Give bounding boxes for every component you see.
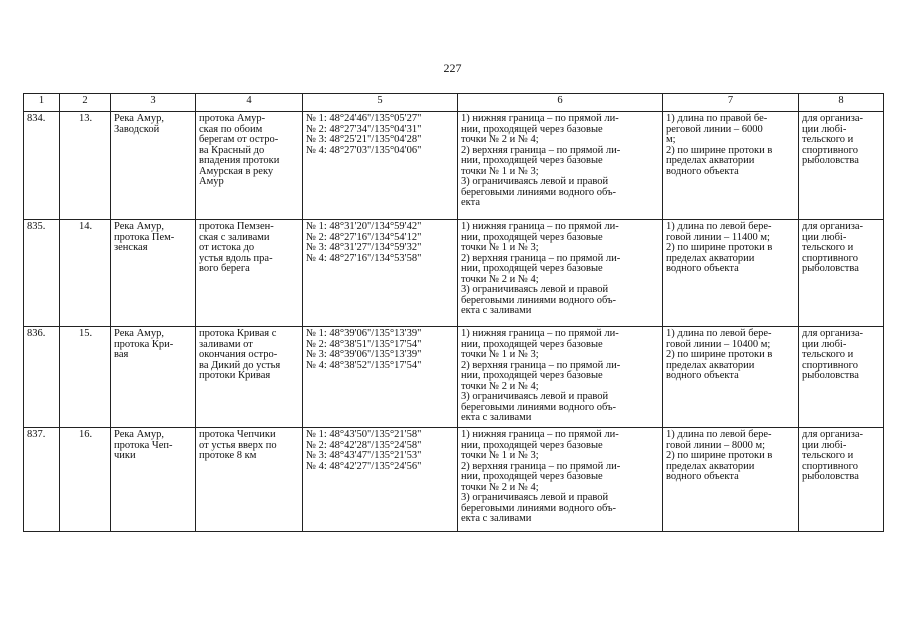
boundary-description: 1) нижняя граница – по прямой ли- нии, проходящей через базовые точки № 1 и № 3; 2) верхняя граница – по прямой ли- нии, проходящей через базовые точки № 2 и № 4; 3) ограничиваясь левой и правой береговыми линиями водного объ- екта с заливами bbox=[458, 220, 663, 327]
usage-purpose: для организа- ции любі- тельского и спортивного рыболовства bbox=[799, 327, 884, 428]
row-subnumber: 13. bbox=[60, 112, 111, 220]
water-body-name: Река Амур, протока Пем- зенская bbox=[111, 220, 196, 327]
area-description: протока Пемзен- ская с заливами от истока до устья вдоль пра- вого берега bbox=[196, 220, 303, 327]
usage-purpose: для организа- ции любі- тельского и спортивного рыболовства bbox=[799, 112, 884, 220]
area-extent: 1) длина по правой бе- реговой линии – 6000 м; 2) по ширине протоки в пределах акватории водного объекта bbox=[663, 112, 799, 220]
area-extent: 1) длина по левой бере- говой линии – 11400 м; 2) по ширине протоки в пределах акватории водного объекта bbox=[663, 220, 799, 327]
water-body-name: Река Амур, протока Кри- вая bbox=[111, 327, 196, 428]
base-point-coordinates: № 1: 48°43'50"/135°21'58" № 2: 48°42'28"/135°24'58" № 3: 48°43'47"/135°21'53" № 4: 48°42'27"/135°24'56" bbox=[303, 428, 458, 532]
column-header: 8 bbox=[799, 94, 884, 112]
base-point-coordinates: № 1: 48°31'20"/134°59'42" № 2: 48°27'16"/134°54'12" № 3: 48°31'27"/134°59'32" № 4: 48°27'16"/134°53'58" bbox=[303, 220, 458, 327]
usage-purpose: для организа- ции любі- тельского и спортивного рыболовства bbox=[799, 220, 884, 327]
row-number: 837. bbox=[24, 428, 60, 532]
base-point-coordinates: № 1: 48°39'06"/135°13'39" № 2: 48°38'51"/135°17'54" № 3: 48°39'06"/135°13'39" № 4: 48°38'52"/135°17'54" bbox=[303, 327, 458, 428]
row-number: 835. bbox=[24, 220, 60, 327]
area-extent: 1) длина по левой бере- говой линии – 10400 м; 2) по ширине протоки в пределах акватории водного объекта bbox=[663, 327, 799, 428]
column-header: 6 bbox=[458, 94, 663, 112]
table-row bbox=[24, 327, 884, 428]
boundary-description: 1) нижняя граница – по прямой ли- нии, проходящей через базовые точки № 2 и № 4; 2) верхняя граница – по прямой ли- нии, проходящей через базовые точки № 1 и № 3; 3) ограничиваясь левой и правой береговыми линиями водного объ- екта bbox=[458, 112, 663, 220]
table-row bbox=[24, 220, 884, 327]
usage-purpose: для организа- ции любі- тельского и спортивного рыболовства bbox=[799, 428, 884, 532]
table-row bbox=[24, 428, 884, 532]
column-header: 5 bbox=[303, 94, 458, 112]
column-header: 4 bbox=[196, 94, 303, 112]
row-subnumber: 15. bbox=[60, 327, 111, 428]
water-body-name: Река Амур, Заводской bbox=[111, 112, 196, 220]
base-point-coordinates: № 1: 48°24'46"/135°05'27" № 2: 48°27'34"/135°04'31" № 3: 48°25'21"/135°04'28" № 4: 48°27'03"/135°04'06" bbox=[303, 112, 458, 220]
row-number: 834. bbox=[24, 112, 60, 220]
table-header-row bbox=[24, 94, 884, 112]
water-body-name: Река Амур, протока Чеп- чики bbox=[111, 428, 196, 532]
area-description: протока Чепчики от устья вверх по протоке 8 км bbox=[196, 428, 303, 532]
column-header: 1 bbox=[24, 94, 60, 112]
area-extent: 1) длина по левой бере- говой линии – 8000 м; 2) по ширине протоки в пределах акватории водного объекта bbox=[663, 428, 799, 532]
row-number: 836. bbox=[24, 327, 60, 428]
column-header: 3 bbox=[111, 94, 196, 112]
row-subnumber: 16. bbox=[60, 428, 111, 532]
column-header: 2 bbox=[60, 94, 111, 112]
area-description: протока Амур- ская по обоим берегам от остро- ва Красный до впадения протоки Амурская в реку Амур bbox=[196, 112, 303, 220]
boundary-description: 1) нижняя граница – по прямой ли- нии, проходящей через базовые точки № 1 и № 3; 2) верхняя граница – по прямой ли- нии, проходящей через базовые точки № 2 и № 4; 3) ограничиваясь левой и правой береговыми линиями водного объ- екта с заливами bbox=[458, 327, 663, 428]
page-number: 227 bbox=[443, 61, 462, 75]
fishing-areas-table bbox=[23, 93, 884, 532]
row-subnumber: 14. bbox=[60, 220, 111, 327]
area-description: протока Кривая с заливами от окончания остро- ва Дикий до устья протоки Кривая bbox=[196, 327, 303, 428]
column-header: 7 bbox=[663, 94, 799, 112]
boundary-description: 1) нижняя граница – по прямой ли- нии, проходящей через базовые точки № 1 и № 3; 2) верхняя граница – по прямой ли- нии, проходящей через базовые точки № 2 и № 4; 3) ограничиваясь левой и правой береговыми линиями водного объ- екта с заливами bbox=[458, 428, 663, 532]
table-row bbox=[24, 112, 884, 220]
